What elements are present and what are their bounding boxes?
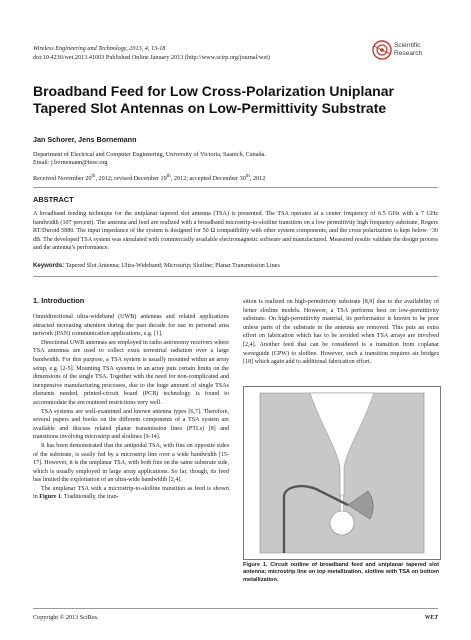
received-text-a: Received November 20: [33, 175, 92, 183]
paragraph-last: [33, 485, 229, 502]
received-text-d: , 2012: [249, 175, 266, 183]
section-heading: 1. Introduction: [33, 296, 85, 305]
abstract-heading: ABSTRACT: [33, 195, 74, 204]
affiliation-block: [33, 151, 443, 168]
logo-text-scientific: Scientific: [394, 42, 421, 49]
contact-email[interactable]: Email: j.bornemann@ieee.org: [33, 159, 108, 167]
ordinal-sup-3: th: [245, 173, 250, 179]
footer-copyright: Copyright © 2013 SciRes.: [33, 614, 99, 621]
divider-bottom: [33, 276, 438, 277]
footer-divider: [33, 608, 438, 609]
keywords-list: Tapered Slot Antenna; Ultra-Wideband; Microstrip; Slotline; Planar Transmission Lines: [64, 263, 280, 269]
paper-authors: Jan Schorer, Jens Bornemann: [33, 135, 137, 144]
logo-text-research: Research: [394, 49, 423, 57]
right-column: [243, 298, 439, 367]
footer-journal-abbr: WET: [424, 614, 438, 621]
received-text-b: , 2012; revised December 19: [95, 175, 167, 183]
divider-top: [33, 187, 438, 188]
ordinal-sup-2: th: [166, 173, 171, 179]
figure-1-caption: Figure 1. Circuit outline of broadband feed and uniplanar tapered slot antenna; microstrip line on top metallization, slotline with TSA on bottom metallization.: [243, 562, 439, 583]
figure-reference-link[interactable]: Figure 1: [39, 494, 61, 501]
doi-line: doi:10.4236/wet.2013.41003 Published Online January 2013 (http://www.scirp.org/journal/wet): [33, 54, 270, 61]
keywords-label: Keywords:: [33, 262, 65, 269]
keywords: [33, 262, 438, 271]
scirp-logo-icon: [372, 40, 392, 60]
received-text-c: , 2012; accepted December 30: [170, 175, 246, 183]
abstract-text: A broadband feeding technique for the uniplanar tapered slot antenna (TSA) is presented. The TSA operates at a center frequency of 6.5 GHz with a 7 GHz bandwidth (107 percent). The antenna and feed are realized with a broadband microstrip-to-slotline transition on a low permittivity high frequency substrate, Rogers RT/Duroid 5880. The input impedance of the system is designed for 50 Ω compatibility with other system components, and the cross polarization is kept below −30 dB. The developed TSA system was simulated with commercially available electromagnetic software and manufactured. Measured results validate the design process and the antenna’s performance.: [33, 211, 438, 252]
received-dates: [33, 172, 443, 183]
figure-1: [243, 386, 441, 560]
tsa-circuit-outline-figure: [244, 387, 440, 559]
paragraph: sition is realized on high-permittivity substrate [8,9] due to the availability of better slotline models. However, a TSA performs best on low-permittivity substrate. On high-permittivity material, its performance is known to be poor unless parts of the substrate in the antenna are removed. This puts an extra effort on fabrication which has to be avoided when TSA arrays are involved [2,4]. Another feed that can be considered is a transition from coplanar waveguide (CPW) to slotline. However, such a transition requires air bridges [18] which again add to additional fabrication effort.: [243, 299, 439, 366]
paragraph: Omnidirectional ultra-wideband (UWB) antennas and related applications attracted increasing attention during the past decade for use in personal area network (PAN) communication applications, e.g. [1].: [33, 314, 229, 338]
paragraph-tail: . Traditionally, the tran-: [61, 494, 119, 501]
paragraph-text: The uniplanar TSA with a microstrip-to-slotline transition as feed is shown in: [33, 485, 229, 501]
paragraph: Directional UWB antennas are employed in radio astronomy receivers where TSA antennas are used to collect extra terrestrial radiation over a large bandwidth. For this purpose, a TSA system is usually mounted within an array setup, e.g. [2-5]. Mounting TSA systems in an array puts certain limits on the dimensions of the single TSA. Together with the need for non-complicated and inexpensive manufacturing processes, due to the huge amount of single TSAs elements needed, printed-circuit board (PCB) technology is found to accommodate the encountered restrictions very well.: [33, 339, 229, 406]
paragraph: It has been demonstrated that the antipodal TSA, with fins on opposite sides of the substrate, is easily fed by a microstrip line over a wide bandwidth [15-17]. However, it is the uniplanar TSA, with both fins on the same substrate side, which is usually employed in large array applications. So far, though, its feed has limited the exploitation of an ultra-wide bandwidth [2,4].: [33, 442, 229, 484]
slotline-circular-stub: [330, 511, 354, 535]
publisher-logo: [372, 38, 444, 62]
journal-citation: Wireless Engineering and Technology, 2013, 4, 13-18: [33, 45, 166, 52]
ordinal-sup-1: th: [91, 173, 96, 179]
affiliation: Department of Electrical and Computer Engineering, University of Victoria, Saanich, Canada.: [33, 151, 266, 158]
paper-title: Broadband Feed for Low Cross-Polarization Uniplanar Tapered Slot Antennas on Low-Permittivity Substrate: [33, 83, 394, 116]
paragraph: TSA systems are well-examined and known antenna types [6,7]. Therefore, several papers and books on the different components of a TSA system are available and discuss related planar transmission lines (PTLs) [8] and transitions involving microstrip and slotlines [9-14].: [33, 408, 229, 441]
journal-header: [33, 44, 270, 62]
left-column: [33, 313, 229, 502]
